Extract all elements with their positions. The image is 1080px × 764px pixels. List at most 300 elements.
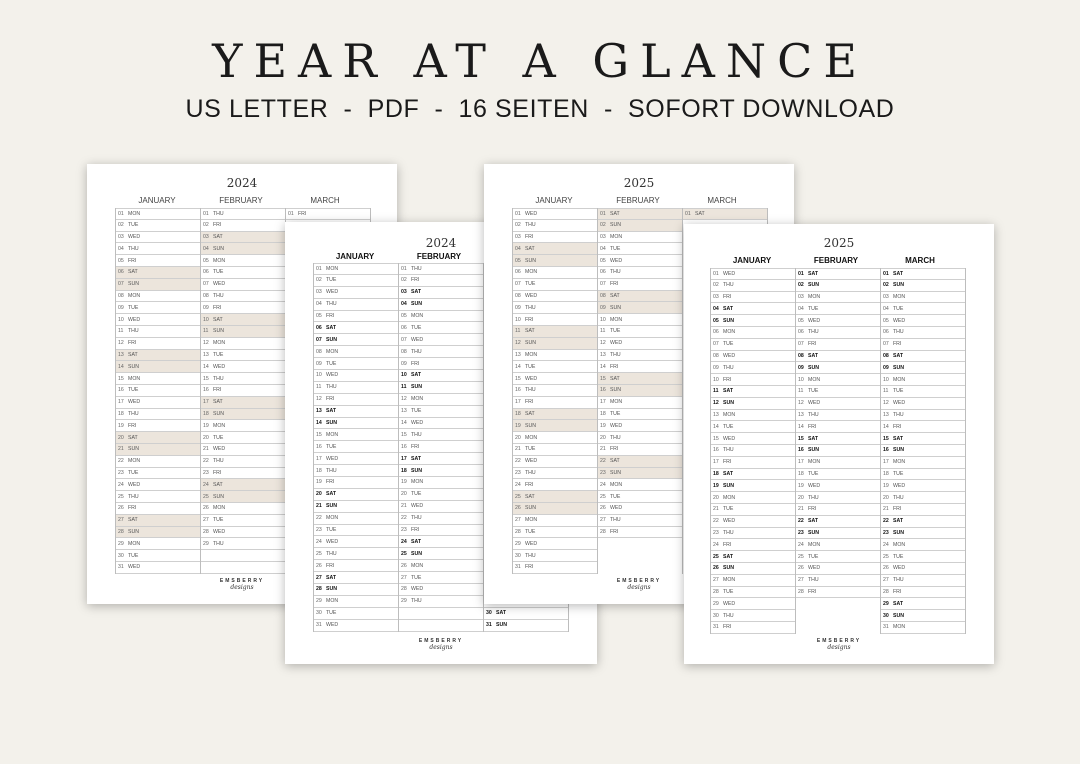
- weekday-label: SAT: [695, 210, 705, 217]
- day-cell: [513, 538, 597, 550]
- day-cell: [286, 208, 370, 220]
- day-number: 07: [713, 341, 719, 348]
- weekday-label: SUN: [411, 467, 422, 474]
- month-headers: [115, 196, 367, 205]
- day-cell: [513, 350, 597, 362]
- weekday-label: SAT: [326, 574, 336, 581]
- logo-wordmark: EMSBERRY: [219, 578, 265, 584]
- weekday-label: SUN: [893, 612, 904, 619]
- day-number: 03: [600, 233, 606, 240]
- day-number: 07: [203, 281, 209, 288]
- day-cell: [796, 339, 880, 351]
- page-year: 2025: [623, 176, 655, 190]
- weekday-label: SUN: [128, 363, 139, 370]
- weekday-label: TUE: [525, 281, 536, 288]
- weekday-label: WED: [525, 458, 538, 465]
- weekday-label: WED: [213, 281, 226, 288]
- weekday-label: FRI: [128, 257, 137, 264]
- day-cell: [711, 421, 795, 433]
- day-cell: [881, 421, 965, 433]
- weekday-label: SUN: [326, 336, 337, 343]
- day-cell: [881, 327, 965, 339]
- day-cell: [796, 280, 880, 292]
- day-cell: [796, 386, 880, 398]
- weekday-label: TUE: [610, 328, 621, 335]
- day-number: 23: [515, 469, 521, 476]
- day-cell: [314, 620, 398, 632]
- day-number: 27: [798, 577, 804, 584]
- day-number: 20: [118, 434, 124, 441]
- weekday-label: SAT: [411, 372, 421, 379]
- weekday-label: THU: [326, 301, 337, 308]
- weekday-label: SAT: [213, 481, 223, 488]
- day-cell: [201, 432, 285, 444]
- logo-wordmark: EMSBERRY: [816, 638, 862, 644]
- day-cell: [881, 551, 965, 563]
- day-number: 01: [713, 270, 719, 277]
- day-number: 19: [118, 422, 124, 429]
- day-number: 28: [798, 588, 804, 595]
- day-number: 08: [713, 352, 719, 359]
- day-cell: [513, 397, 597, 409]
- month-header: FEBRUARY: [616, 196, 660, 205]
- calendar-grid: [710, 268, 966, 634]
- day-number: 19: [713, 482, 719, 489]
- weekday-label: WED: [128, 233, 141, 240]
- day-number: 12: [401, 396, 407, 403]
- day-number: 21: [316, 503, 322, 510]
- weekday-label: WED: [723, 435, 736, 442]
- day-cell: [201, 291, 285, 303]
- weekday-label: WED: [808, 400, 821, 407]
- day-number: 19: [883, 482, 889, 489]
- day-cell: [881, 280, 965, 292]
- weekday-label: FRI: [525, 399, 534, 406]
- day-number: 09: [118, 304, 124, 311]
- weekday-label: WED: [893, 317, 906, 324]
- day-cell: [513, 326, 597, 338]
- weekday-label: TUE: [213, 434, 224, 441]
- weekday-label: FRI: [893, 506, 902, 513]
- day-cell: [201, 208, 285, 220]
- day-cell: [711, 598, 795, 610]
- day-cell: [598, 338, 682, 350]
- day-cell: [796, 398, 880, 410]
- weekday-label: WED: [326, 372, 339, 379]
- weekday-label: SAT: [893, 352, 903, 359]
- day-cell: [598, 515, 682, 527]
- month-column: [200, 208, 285, 574]
- day-cell: [201, 232, 285, 244]
- day-cell: [116, 397, 200, 409]
- day-cell: [881, 362, 965, 374]
- day-cell: [314, 441, 398, 453]
- day-number: 22: [883, 518, 889, 525]
- day-cell: [513, 456, 597, 468]
- day-number: 02: [600, 222, 606, 229]
- weekday-label: TUE: [893, 388, 904, 395]
- day-cell: [116, 385, 200, 397]
- day-cell: [881, 339, 965, 351]
- day-number: 13: [515, 351, 521, 358]
- weekday-label: MON: [411, 396, 424, 403]
- day-cell: [881, 492, 965, 504]
- day-number: 06: [118, 269, 124, 276]
- day-cell: [711, 339, 795, 351]
- day-cell: [513, 491, 597, 503]
- day-cell: [598, 255, 682, 267]
- weekday-label: MON: [326, 265, 339, 272]
- day-number: 13: [203, 351, 209, 358]
- weekday-label: FRI: [411, 527, 420, 534]
- day-number: 25: [600, 493, 606, 500]
- day-number: 28: [883, 588, 889, 595]
- weekday-label: FRI: [128, 422, 137, 429]
- day-number: 05: [883, 317, 889, 324]
- day-number: 15: [600, 375, 606, 382]
- day-cell: [201, 420, 285, 432]
- day-cell: [513, 220, 597, 232]
- day-cell: [796, 539, 880, 551]
- day-number: 21: [713, 506, 719, 513]
- weekday-label: TUE: [723, 423, 734, 430]
- day-number: 24: [203, 481, 209, 488]
- day-cell: [116, 279, 200, 291]
- day-number: 27: [600, 517, 606, 524]
- day-cell: [711, 480, 795, 492]
- day-number: 01: [600, 210, 606, 217]
- day-cell: [399, 263, 483, 275]
- day-cell: [201, 397, 285, 409]
- day-number: 01: [203, 210, 209, 217]
- weekday-label: FRI: [723, 624, 732, 631]
- day-cell: [116, 538, 200, 550]
- weekday-label: MON: [808, 293, 821, 300]
- weekday-label: THU: [411, 431, 422, 438]
- weekday-label: TUE: [326, 610, 337, 617]
- weekday-label: SUN: [610, 304, 621, 311]
- day-number: 22: [713, 518, 719, 525]
- day-cell: [881, 292, 965, 304]
- day-cell: [881, 433, 965, 445]
- day-number: 08: [600, 292, 606, 299]
- day-cell: [881, 398, 965, 410]
- day-cell: [881, 351, 965, 363]
- day-number: 31: [486, 622, 492, 629]
- day-number: 09: [798, 364, 804, 371]
- day-cell: [201, 279, 285, 291]
- day-cell: [881, 457, 965, 469]
- weekday-label: WED: [723, 518, 736, 525]
- weekday-label: FRI: [893, 588, 902, 595]
- weekday-label: FRI: [326, 479, 335, 486]
- day-number: 02: [401, 277, 407, 284]
- weekday-label: SAT: [411, 538, 421, 545]
- day-cell: [399, 358, 483, 370]
- weekday-label: MON: [893, 459, 906, 466]
- day-cell: [513, 279, 597, 291]
- day-cell: [796, 421, 880, 433]
- day-cell: [513, 503, 597, 515]
- day-cell: [399, 525, 483, 537]
- weekday-label: SUN: [808, 529, 819, 536]
- day-cell: [314, 465, 398, 477]
- day-cell: [314, 311, 398, 323]
- weekday-label: TUE: [610, 410, 621, 417]
- day-number: 08: [515, 292, 521, 299]
- day-cell: [314, 489, 398, 501]
- weekday-label: FRI: [128, 340, 137, 347]
- day-cell: [314, 608, 398, 620]
- day-number: 06: [883, 329, 889, 336]
- day-number: 17: [401, 455, 407, 462]
- logo-script: designs: [627, 584, 651, 591]
- day-number: 12: [203, 340, 209, 347]
- logo-wordmark: EMSBERRY: [616, 578, 662, 584]
- day-number: 30: [118, 552, 124, 559]
- weekday-label: FRI: [411, 277, 420, 284]
- weekday-label: SAT: [808, 435, 818, 442]
- weekday-label: TUE: [610, 493, 621, 500]
- day-cell: [484, 608, 568, 620]
- day-cell: [881, 303, 965, 315]
- day-number: 23: [401, 527, 407, 534]
- weekday-label: FRI: [723, 293, 732, 300]
- day-cell: [314, 536, 398, 548]
- day-cell: [513, 562, 597, 574]
- weekday-label: SUN: [326, 420, 337, 427]
- day-number: 12: [883, 400, 889, 407]
- weekday-label: WED: [411, 586, 424, 593]
- weekday-label: WED: [411, 336, 424, 343]
- day-cell: [881, 445, 965, 457]
- weekday-label: MON: [808, 376, 821, 383]
- day-number: 17: [203, 399, 209, 406]
- weekday-label: SUN: [213, 328, 224, 335]
- weekday-label: WED: [213, 446, 226, 453]
- day-cell: [513, 314, 597, 326]
- day-cell: [201, 538, 285, 550]
- day-cell: [399, 608, 483, 620]
- month-column: [597, 208, 682, 574]
- weekday-label: TUE: [326, 527, 337, 534]
- day-cell: [399, 572, 483, 584]
- day-cell: [796, 351, 880, 363]
- day-number: 10: [713, 376, 719, 383]
- day-number: 11: [515, 328, 521, 335]
- day-cell: [314, 584, 398, 596]
- day-cell: [513, 385, 597, 397]
- day-number: 13: [316, 408, 322, 415]
- weekday-label: WED: [326, 455, 339, 462]
- weekday-label: MON: [525, 434, 538, 441]
- day-cell: [314, 382, 398, 394]
- day-number: 31: [713, 624, 719, 631]
- day-number: 08: [798, 352, 804, 359]
- day-number: 14: [600, 363, 606, 370]
- day-cell: [399, 418, 483, 430]
- weekday-label: MON: [723, 577, 736, 584]
- weekday-label: WED: [893, 565, 906, 572]
- day-number: 01: [401, 265, 407, 272]
- day-cell: [796, 469, 880, 481]
- weekday-label: THU: [893, 329, 904, 336]
- day-number: 10: [515, 316, 521, 323]
- weekday-label: SUN: [893, 447, 904, 454]
- day-number: 05: [118, 257, 124, 264]
- day-number: 06: [401, 324, 407, 331]
- weekday-label: THU: [411, 598, 422, 605]
- weekday-label: SUN: [213, 493, 224, 500]
- day-number: 26: [118, 505, 124, 512]
- day-cell: [796, 610, 880, 622]
- day-number: 25: [713, 553, 719, 560]
- weekday-label: SAT: [525, 410, 535, 417]
- weekday-label: WED: [128, 481, 141, 488]
- day-cell: [116, 208, 200, 220]
- weekday-label: THU: [411, 348, 422, 355]
- weekday-label: SAT: [808, 518, 818, 525]
- day-number: 20: [798, 494, 804, 501]
- weekday-label: SUN: [326, 586, 337, 593]
- weekday-label: MON: [525, 351, 538, 358]
- weekday-label: MON: [411, 562, 424, 569]
- weekday-label: FRI: [128, 505, 137, 512]
- day-number: 20: [515, 434, 521, 441]
- day-number: 16: [600, 387, 606, 394]
- day-number: 30: [713, 612, 719, 619]
- day-number: 20: [203, 434, 209, 441]
- day-cell: [513, 444, 597, 456]
- day-cell: [513, 409, 597, 421]
- day-cell: [399, 548, 483, 560]
- day-number: 06: [600, 269, 606, 276]
- weekday-label: THU: [893, 494, 904, 501]
- day-number: 21: [883, 506, 889, 513]
- weekday-label: TUE: [723, 341, 734, 348]
- weekday-label: THU: [326, 384, 337, 391]
- day-number: 25: [883, 553, 889, 560]
- day-cell: [201, 491, 285, 503]
- weekday-label: WED: [213, 528, 226, 535]
- day-cell: [116, 350, 200, 362]
- day-cell: [796, 492, 880, 504]
- day-number: 14: [401, 420, 407, 427]
- day-number: 04: [316, 301, 322, 308]
- day-number: 05: [401, 313, 407, 319]
- day-cell: [116, 503, 200, 515]
- day-number: 24: [118, 481, 124, 488]
- day-cell: [598, 232, 682, 244]
- day-number: 25: [203, 493, 209, 500]
- weekday-label: TUE: [411, 574, 422, 581]
- weekday-label: SAT: [893, 270, 903, 277]
- weekday-label: FRI: [808, 423, 817, 430]
- day-cell: [711, 315, 795, 327]
- day-number: 28: [713, 588, 719, 595]
- day-number: 21: [118, 446, 124, 453]
- day-number: 05: [515, 257, 521, 264]
- day-number: 11: [600, 328, 606, 335]
- day-cell: [881, 410, 965, 422]
- weekday-label: TUE: [808, 470, 819, 477]
- weekday-label: TUE: [893, 305, 904, 312]
- day-number: 21: [515, 446, 521, 453]
- weekday-label: MON: [411, 479, 424, 486]
- page-year: 2024: [226, 176, 258, 190]
- day-number: 08: [118, 292, 124, 299]
- day-cell: [314, 418, 398, 430]
- day-cell: [711, 610, 795, 622]
- weekday-label: THU: [723, 282, 734, 289]
- weekday-label: FRI: [298, 210, 307, 217]
- day-cell: [314, 346, 398, 358]
- day-cell: [796, 268, 880, 280]
- day-number: 02: [798, 282, 804, 289]
- day-number: 08: [316, 348, 322, 355]
- day-cell: [399, 275, 483, 287]
- day-cell: [513, 291, 597, 303]
- day-cell: [796, 528, 880, 540]
- day-number: 19: [600, 422, 606, 429]
- day-cell: [598, 208, 682, 220]
- day-number: 17: [798, 459, 804, 466]
- day-cell: [513, 527, 597, 539]
- day-number: 09: [515, 304, 521, 311]
- weekday-label: THU: [128, 493, 139, 500]
- day-number: 18: [713, 470, 719, 477]
- day-number: 14: [883, 423, 889, 430]
- brand-logo: [684, 638, 994, 651]
- weekday-label: FRI: [610, 281, 619, 288]
- day-cell: [711, 280, 795, 292]
- day-number: 15: [401, 431, 407, 438]
- day-number: 17: [515, 399, 521, 406]
- day-number: 11: [118, 328, 124, 335]
- day-number: 11: [883, 388, 889, 395]
- weekday-label: MON: [893, 293, 906, 300]
- day-number: 13: [798, 411, 804, 418]
- weekday-label: THU: [808, 411, 819, 418]
- day-cell: [116, 314, 200, 326]
- day-cell: [201, 267, 285, 279]
- day-cell: [796, 315, 880, 327]
- day-cell: [201, 456, 285, 468]
- weekday-label: MON: [128, 458, 141, 465]
- page-year: 2024: [425, 236, 457, 250]
- day-cell: [201, 503, 285, 515]
- day-cell: [881, 315, 965, 327]
- weekday-label: SAT: [496, 610, 506, 617]
- day-cell: [314, 572, 398, 584]
- day-cell: [399, 513, 483, 525]
- weekday-label: WED: [213, 363, 226, 370]
- day-cell: [314, 406, 398, 418]
- day-number: 18: [600, 410, 606, 417]
- day-number: 18: [316, 467, 322, 474]
- weekday-label: SAT: [128, 351, 138, 358]
- weekday-label: TUE: [128, 222, 139, 229]
- weekday-label: MON: [411, 313, 424, 319]
- day-cell: [711, 457, 795, 469]
- weekday-label: SAT: [808, 352, 818, 359]
- weekday-label: THU: [525, 304, 536, 311]
- month-header: FEBRUARY: [416, 252, 462, 261]
- day-number: 16: [883, 447, 889, 454]
- day-number: 13: [713, 411, 719, 418]
- page-title: YEAR AT A GLANCE: [212, 34, 868, 88]
- weekday-label: THU: [808, 329, 819, 336]
